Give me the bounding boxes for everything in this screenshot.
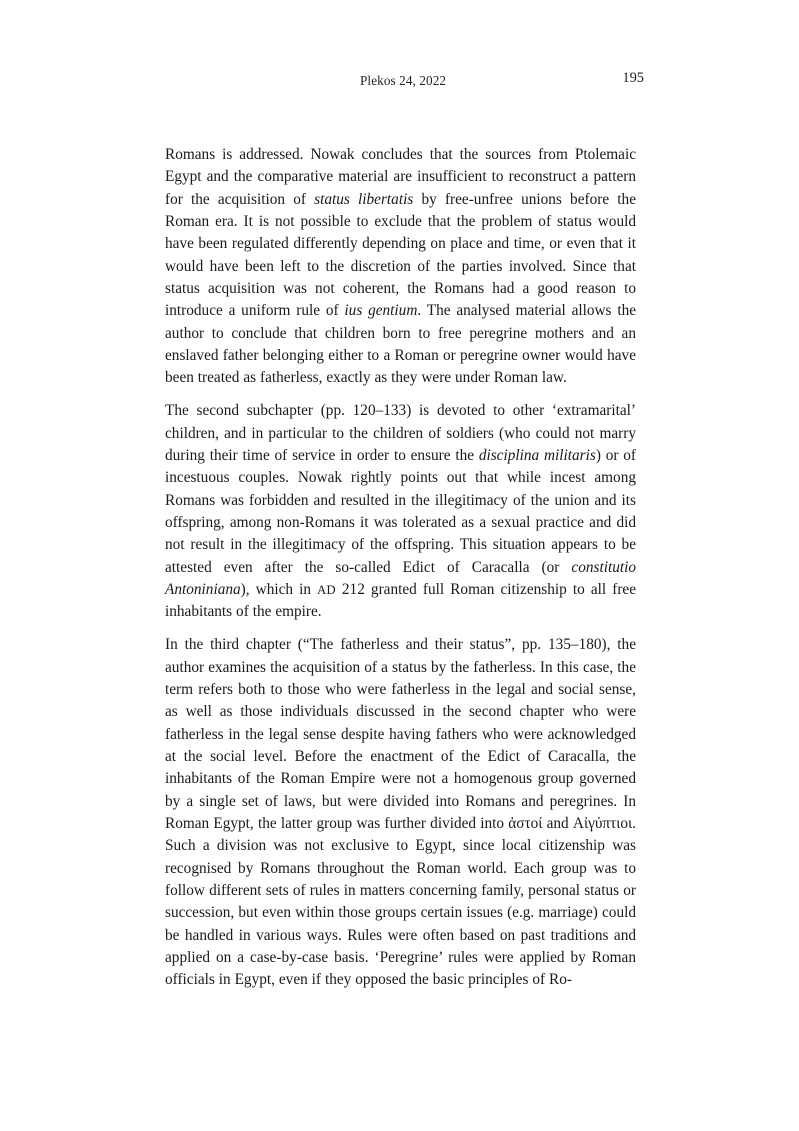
page-number: 195 (622, 70, 644, 86)
text-run: The second subchapter (pp. 120–133) is devoted to other ‘extramarital’ children, and in particular to the children of soldiers (who could not marry during their time of service in order to ensure the (165, 402, 636, 464)
body-text-block (165, 144, 636, 992)
text-run: ), which in (240, 581, 318, 599)
greek-term: ἀστοί (508, 814, 543, 832)
paragraph-3 (165, 634, 636, 992)
text-run: and (542, 814, 573, 832)
paragraph-2 (165, 400, 636, 623)
text-run: by free-unfree unions before the Roman era. It is not possible to exclude that the problem of status would have been regulated differently depending on place and time, or even that it would have been left to the discretion of the parties involved. Since that status acquisition was not coherent, the Romans had a good reason to introduce a uniform rule of (165, 190, 636, 320)
italic-term: ius gentium (344, 302, 418, 320)
italic-term: disciplina militaris (478, 446, 596, 464)
text-run: 212 granted full Roman citizenship to all free inhabitants of the empire. (165, 581, 636, 621)
small-caps-era-label: AD (317, 583, 336, 598)
greek-term: Αἰγύπτιοι (572, 814, 633, 832)
running-head-journal-title: Plekos 24, 2022 (360, 73, 447, 88)
text-run: . Such a division was not exclusive to Egypt, since local citizenship was recognised by Romans throughout the Roman world. Each group was to follow different sets of rules in matters concerning family, personal status or succession, but even within those groups certain issues (e.g. marriage) could be handled in various ways. Rules were often based on past traditions and applied on a case-by-case basis. ‘Peregrine’ rules were applied by Roman officials in Egypt, even if they opposed the basic principles of Ro- (165, 814, 636, 989)
paragraph-1 (165, 144, 636, 390)
text-run: ) or of incestuous couples. Nowak rightly points out that while incest among Romans was forbidden and resulted in the illegitimacy of the union and its offspring, among non-Romans it was tolerated as a sexual practice and did not result in the illegitimacy of the offspring. This situation appears to be attested even after the so-called Edict of Caracalla (or (165, 446, 636, 576)
running-head (0, 70, 799, 92)
text-run: . The analysed material allows the author to conclude that children born to free peregrine mothers and an enslaved father belonging either to a Roman or peregrine owner would have been treated as fatherless, exactly as they were under Roman law. (165, 302, 637, 387)
text-run: In the third chapter (“The fatherless and their status”, pp. 135–180), the author examines the acquisition of a status by the fatherless. In this case, the term refers both to those who were fatherless in the legal and social sense, as well as those individuals discussed in the second chapter who were fatherless in the legal sense despite having fathers who were acknowledged at the social level. Before the enactment of the Edict of Caracalla, the inhabitants of the Roman Empire were not a homogenous group governed by a single set of laws, but were divided into Romans and peregrines. In Roman Egypt, the latter group was further divided into (165, 636, 636, 832)
italic-term: status libertatis (314, 190, 414, 208)
text-run: Romans is addressed. Nowak concludes that the sources from Ptolemaic Egypt and the comparative material are insufficient to reconstruct a pattern for the acquisition of (165, 146, 636, 208)
italic-term: constitutio Antoniniana (165, 558, 636, 599)
